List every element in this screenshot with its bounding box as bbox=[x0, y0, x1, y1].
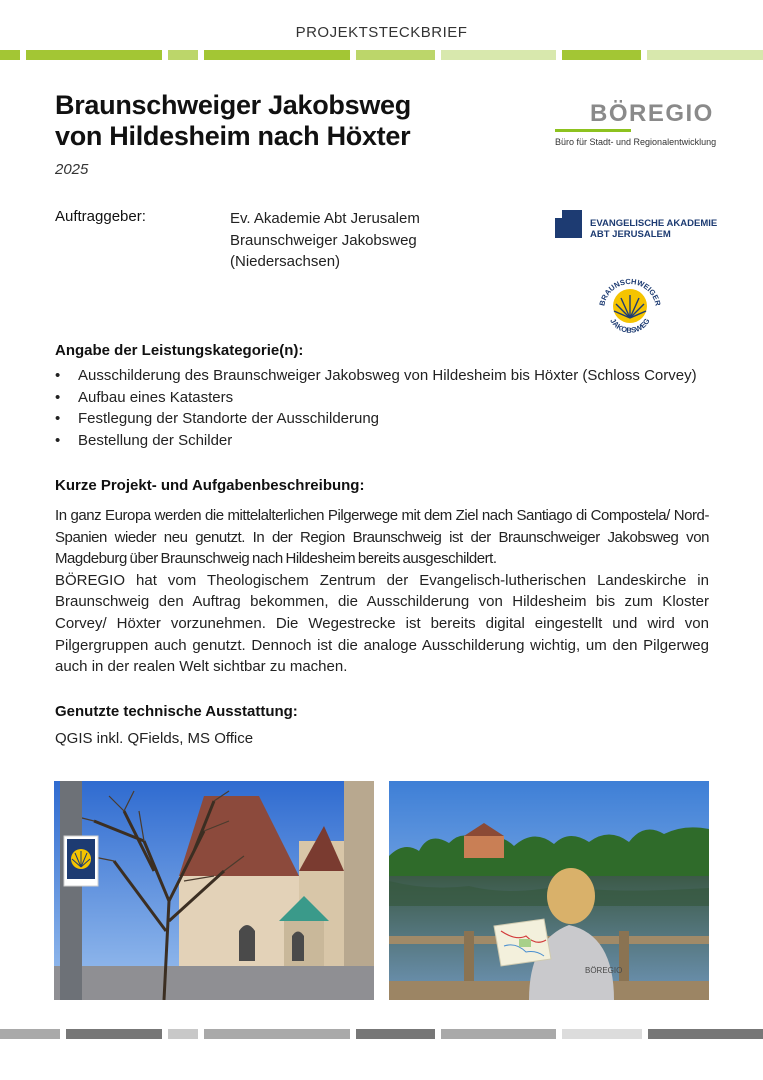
project-title-line2: von Hildesheim nach Höxter bbox=[55, 121, 411, 151]
ev-akademie-line1: EVANGELISCHE AKADEMIE bbox=[590, 218, 718, 229]
list-item: • Festlegung der Standorte der Ausschilderung bbox=[55, 408, 715, 430]
church-photo bbox=[54, 781, 374, 1000]
project-title-line1: Braunschweiger Jakobsweg bbox=[55, 90, 411, 120]
boregio-logo-name: BÖREGIO bbox=[590, 100, 714, 127]
ev-akademie-mark-icon bbox=[555, 208, 585, 238]
project-title bbox=[55, 90, 495, 152]
seal-bottom-text: JAKOBSWEG bbox=[608, 316, 652, 335]
lake-photo bbox=[389, 781, 709, 1000]
document-type-label: PROJEKTSTECKBRIEF bbox=[295, 24, 468, 41]
ev-akademie-line2: ABT JERUSALEM bbox=[590, 229, 671, 240]
description-paragraph-2: BÖREGIO hat vom Theologischem Zentrum der Evangelisch-lutherischen Landeskirche in Braunschweig den Auftrag bekommen, die Ausschilderung von Hildesheim bis zum Kloster Corvey/ Höxter vorzunehmen. Die Wegestrecke ist bereits digital eingestellt und wird von Pilgergruppen auch genutzt. Dennoch ist die analoge Ausschilderung wichtig, um den Pilgerweg auch in der realen Welt sichtbar zu machen. bbox=[55, 571, 709, 676]
tools-text: QGIS inkl. QFields, MS Office bbox=[55, 730, 254, 747]
jakobsweg-seal-icon bbox=[596, 276, 664, 336]
categories-heading: Angabe der Leistungskategorie(n): bbox=[55, 342, 304, 359]
church-with-jakobsweg-sign-icon bbox=[54, 781, 374, 1000]
list-item: • Ausschilderung des Braunschweiger Jakobsweg von Hildesheim bis Höxter (Schloss Corvey) bbox=[55, 365, 715, 387]
client-label: Auftraggeber: bbox=[55, 208, 146, 225]
boregio-logo-underline bbox=[555, 129, 631, 132]
description-paragraph-1: In ganz Europa werden die mittelalterlichen Pilgerwege mit dem Ziel nach Santiago di Compostela/ Nord- Spanien wieder neu genutzt. In der Region Braunschweig ist der Braunschweiger Jakobsweg von Magdeburg über Braunschweig nach Hildesheim bereits ausgeschildert. bbox=[55, 507, 709, 568]
jacket-text: BÖREGIO bbox=[585, 966, 623, 975]
tools-heading: Genutzte technische Ausstattung: bbox=[55, 703, 298, 720]
categories-list bbox=[55, 365, 715, 451]
client-name bbox=[230, 208, 420, 273]
seal-top-text: BRAUNSCHWEIGER bbox=[597, 276, 663, 307]
client-line-3: (Niedersachsen) bbox=[230, 253, 341, 270]
list-item: • Aufbau eines Katasters bbox=[55, 387, 715, 409]
pilgrim-at-lake-with-map-icon bbox=[389, 781, 709, 1000]
client-line-1: Ev. Akademie Abt Jerusalem bbox=[230, 210, 420, 227]
project-year: 2025 bbox=[55, 161, 89, 178]
description-heading: Kurze Projekt- und Aufgabenbeschreibung: bbox=[55, 477, 365, 494]
ev-akademie-wordmark bbox=[590, 218, 717, 240]
list-item: • Bestellung der Schilder bbox=[55, 430, 715, 452]
description-body bbox=[55, 505, 709, 678]
boregio-logo-tagline: Büro für Stadt- und Regionalentwicklung bbox=[555, 137, 717, 147]
client-line-2: Braunschweiger Jakobsweg bbox=[230, 231, 417, 249]
